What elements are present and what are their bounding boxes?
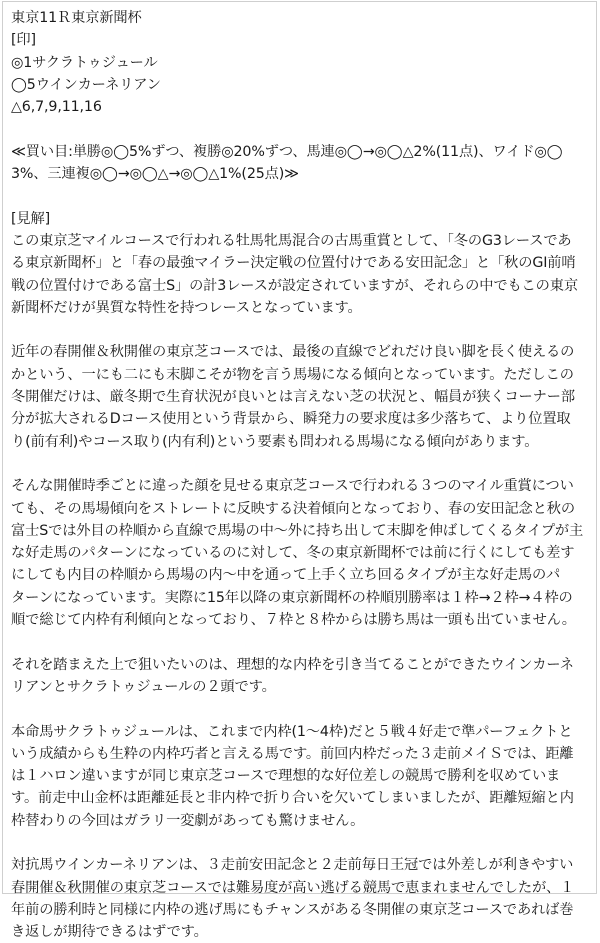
paragraph-line: 順で総じて内枠有利傾向となっており、７枠と８枠からは勝ち馬は一頭も出ていません。 [11,612,576,629]
paragraph-line: り(前有利)やコース取り(内有利)という要素も問われる馬場になる傾向があります。 [11,433,539,450]
bets-section [11,141,591,186]
pick-renka: △6,7,9,11,16 [11,99,102,116]
bets-line: ≪買い目:単勝◎◯5%ずつ、複勝◎20%ずつ、馬連◎◯→◎◯△2%(11点)、ワイド◎◯ [11,143,563,160]
spacer [11,185,591,207]
article-body [11,7,591,943]
bets-line: 3%、三連複◎◯→◎◯△→◎◯△1%(25点)≫ [11,166,299,183]
analysis-heading: [見解] [11,210,51,227]
paragraph-line: ターンになっています。実際に15年以降の東京新聞杯の枠順別勝率は１枠→２枠→４枠の [11,589,573,606]
paragraph-line: リアンとサクラトゥジュールの２頭です。 [11,678,276,695]
paragraph-line: 年前の勝利時と同様に内枠の逃げ馬にもチャンスがある冬開催の東京芝コースであれば巻 [11,901,574,918]
race-title: 東京11Ｒ東京新聞杯 [11,10,142,26]
paragraph-line: 冬開催だけは、厳冬期で生育状況が良いとは言えない芝の状況と、幅員が狭くコーナー部 [11,389,575,406]
paragraph-line: 枠替わりの今回はガラリ一変劇があっても驚けません。 [11,812,365,829]
paragraph [11,654,591,699]
paragraph-line: かという、一にも二にも末脚こそが物を言う馬場になる傾向となっています。ただしこの [11,366,574,383]
spacer [11,631,591,653]
paragraph [11,721,591,832]
race-header [11,7,591,118]
paragraph-line: 新聞杯だけが異質な特性を持つレースとなっています。 [11,299,362,316]
paragraph-line: ても、その馬場傾向をストレートに反映する決着傾向となっており、春の安田記念と秋の [11,500,575,517]
paragraph-line: にしても内目の枠順から馬場の内～中を通って上手く立ち回るタイプが主な好走馬のパ [11,567,561,584]
paragraph [11,475,591,631]
paragraph-line: そんな開催時季ごとに違った顔を見せる東京芝コースで行われる３つのマイル重賞につい [11,478,574,495]
paragraph-line: いう成績からも生粋の内枠巧者と言える馬です。前回内枠だった３走前メイＳでは、距離 [11,745,574,762]
paragraph [11,854,591,943]
spacer [11,453,591,475]
paragraph-line: る東京新聞杯」と「春の最強マイラー決定戦の位置付けである安田記念」と「秋のGI前哨 [11,255,576,272]
spacer [11,832,591,854]
paragraph-line: な好走馬のパターンになっているのに対して、冬の東京新聞杯では前に行くにしても差す [11,545,575,562]
paragraph [11,230,591,319]
paragraph-line: き返しが期待できるはずです。 [11,924,208,941]
paragraph-line: 春開催＆秋開催の東京芝コースでは難易度が高い逃げる競馬で恵まれませんでしたが、１ [11,879,575,896]
paragraph-line: 近年の春開催＆秋開催の東京芝コースでは、最後の直線でどれだけ良い脚を長く使えるの [11,344,575,361]
paragraph-line: は１ハロン違いますが同じ東京芝コースで理想的な好位差しの競馬で勝利を収めていま [11,768,561,785]
paragraph-line: この東京芝マイルコースで行われる牡馬牝馬混合の古馬重賞として、「冬のG3レースであ [11,232,572,249]
pick-taikou: ◯5ウインカーネリアン [11,76,161,93]
paragraph-line: 戦の位置付けである富士S」の計3レースが設定されていますが、それらの中でもこの東京 [11,277,578,294]
pick-honmei: ◎1サクラトゥジュール [11,54,158,71]
paragraph-line: 分が拡大されるDコース使用という背景から、瞬発力の要求度は多少落ちて、より位置取 [11,411,571,428]
paragraph-line: 対抗馬ウインカーネリアンは、３走前安田記念と２走前毎日王冠では外差しが利きやすい [11,857,574,874]
paragraph [11,341,591,452]
paragraph-line: 本命馬サクラトゥジュールは、これまで内枠(1～4枠)だと５戦４好走で準パーフェクトと [11,723,573,740]
analysis-section [11,208,591,943]
marks-label: [印] [11,32,36,49]
spacer [11,319,591,341]
paragraph-line: それを踏まえた上で狙いたいのは、理想的な内枠を引き当てることができたウインカーネ [11,656,574,673]
paragraph-line: す。前走中山金杯は距離延長と非内枠で折り合いを欠いてしまいましたが、距離短縮と内 [11,790,574,807]
paragraph-line: 富士Sでは外目の枠順から直線で馬場の中～外に持ち出して末脚を伸ばしてくるタイプが主 [11,522,584,539]
spacer [11,698,591,720]
spacer [11,118,591,140]
